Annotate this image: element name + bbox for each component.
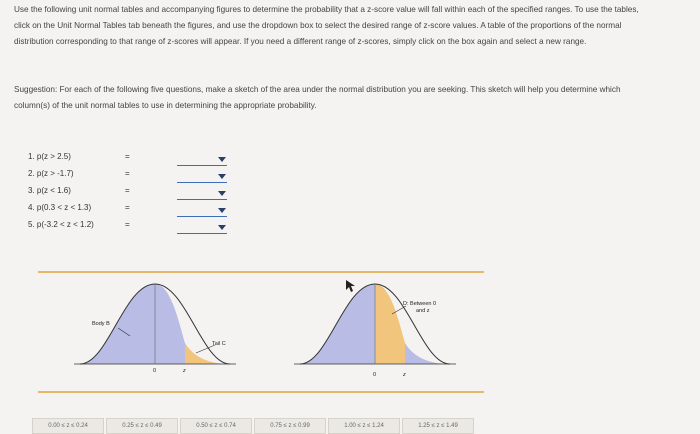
between-label-line1: D: Between 0: [403, 301, 437, 307]
between-label-line2: and z: [416, 308, 430, 314]
mouse-cursor-icon: [346, 280, 355, 292]
equals-sign: =: [125, 203, 130, 212]
suggestion-paragraph: Suggestion: For each of the following five questions, make a sketch of the area under the normal distribution you are seeking. This sketch will help you determine which column(s) of the unit normal tables to use in determining the appropriate probability.: [14, 85, 621, 110]
body-b-label: Body B: [92, 321, 110, 327]
right-zero-label: 0: [373, 372, 377, 378]
chevron-down-icon: [218, 208, 226, 213]
table-tab[interactable]: 0.25 ≤ z ≤ 0.49: [106, 418, 178, 434]
chevron-down-icon: [218, 174, 226, 179]
right-z-label: z: [403, 372, 406, 378]
tail-c-label: Tail C: [212, 341, 226, 347]
answer-dropdown[interactable]: [177, 224, 227, 234]
question-label: 4. p(0.3 < z < 1.3): [28, 203, 92, 212]
question-row: [28, 201, 228, 218]
question-row: [28, 150, 228, 167]
question-row: [28, 184, 228, 201]
equals-sign: =: [125, 186, 130, 195]
left-zero-label: 0: [153, 368, 157, 374]
answer-dropdown[interactable]: [177, 190, 227, 200]
left-z-label: z: [183, 368, 186, 374]
equals-sign: =: [125, 169, 130, 178]
chevron-down-icon: [218, 191, 226, 196]
equals-sign: =: [125, 220, 130, 229]
question-label: 1. p(z > 2.5): [28, 152, 71, 161]
answer-dropdown[interactable]: [177, 173, 227, 183]
table-tab[interactable]: 0.50 ≤ z ≤ 0.74: [180, 418, 252, 434]
answer-dropdown[interactable]: [177, 207, 227, 217]
chevron-down-icon: [218, 157, 226, 162]
question-row: [28, 218, 228, 235]
table-tab[interactable]: 1.00 ≤ z ≤ 1.24: [328, 418, 400, 434]
table-tab[interactable]: 1.25 ≤ z ≤ 1.49: [402, 418, 474, 434]
normal-distribution-figure: [0, 258, 700, 418]
between-region: [375, 284, 405, 364]
question-row: [28, 167, 228, 184]
table-tab[interactable]: 0.00 ≤ z ≤ 0.24: [32, 418, 104, 434]
answer-dropdown[interactable]: [177, 156, 227, 166]
left-half-region: [300, 284, 375, 364]
equals-sign: =: [125, 152, 130, 161]
table-tab[interactable]: 0.75 ≤ z ≤ 0.99: [254, 418, 326, 434]
chevron-down-icon: [218, 225, 226, 230]
instructions-paragraph: Use the following unit normal tables and accompanying figures to determine the probability that a z-score value will fall within each of the specified ranges. To use the tables, click on the Unit Normal Tables tab beneath the figures, and use the dropdown box to select the desired range of z-score values. A table of the proportions of the normal distribution corresponding to that range of z-scores will appear. If you need a different range of z-scores, simply click on the box again and select a new range.: [14, 5, 639, 46]
question-label: 3. p(z < 1.6): [28, 186, 71, 195]
question-label: 5. p(-3.2 < z < 1.2): [28, 220, 94, 229]
question-label: 2. p(z > -1.7): [28, 169, 74, 178]
